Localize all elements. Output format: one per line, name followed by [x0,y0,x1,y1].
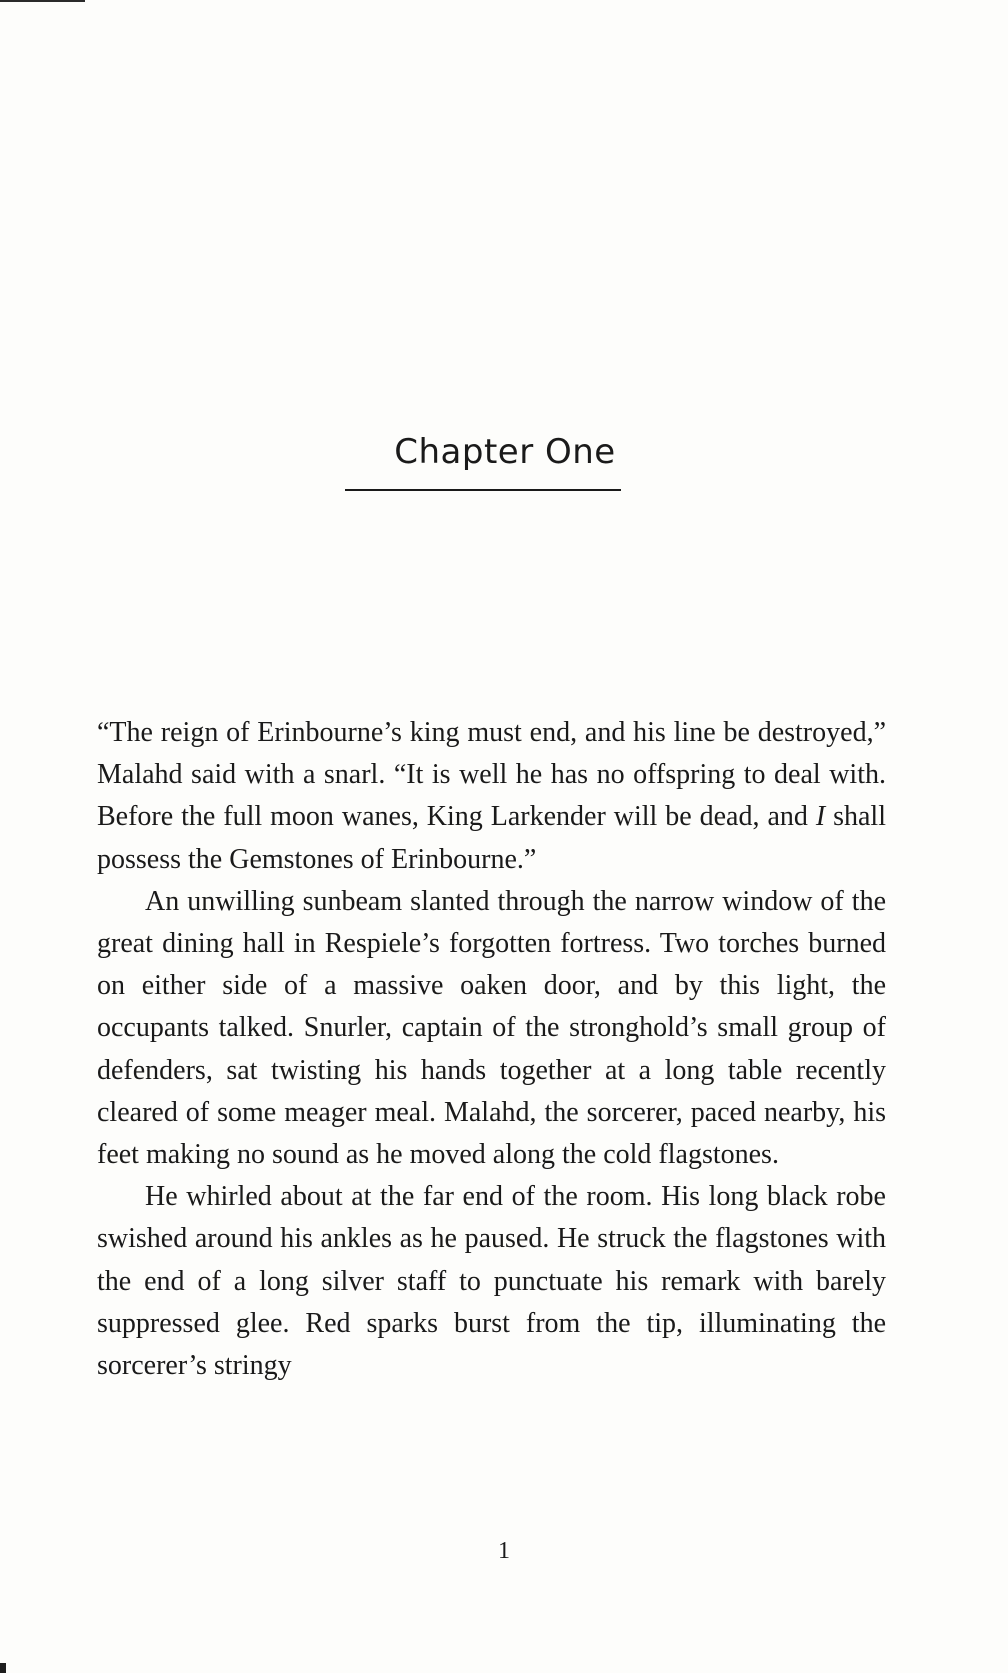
paragraph-1 [97,712,886,881]
paragraph-1-text-start: “The reign of Erinbourne’s king must end, and his line be destroyed,” Malahd said with a snarl. “It is well he has no offspring to deal with. Before the full moon wanes, King Larkender will be dead, and [97,717,886,833]
body-text [97,712,886,1387]
paragraph-1-text-end: shall possess the Gemstones of Erinbourne.” [97,801,886,875]
chapter-title: Chapter One [394,432,616,472]
page-number: 1 [498,1538,510,1564]
chapter-title-rule [345,489,621,491]
scan-edge-mark [0,0,85,2]
paragraph-1-emphasis: I [815,801,826,833]
paragraph-2: An unwilling sunbeam slanted through the narrow window of the great dining hall in Respiele’s forgotten fortress. Two torches burned on either side of a massive oaken door, and by this light, the occupants talked. Snurler, captain of the stronghold’s small group of defenders, sat twisting his hands together at a long table recently cleared of some meager meal. Malahd, the sorcerer, paced nearby, his feet making no sound as he moved along the cold flagstones. [97,885,886,1171]
scan-edge-mark-bottom [0,1663,6,1673]
paragraph-3: He whirled about at the far end of the room. His long black robe swished around his ankles as he paused. He struck the flagstones with the end of a long silver staff to punctuate his remark with barely suppressed glee. Red sparks burst from the tip, illuminating the sorcerer’s stringy [97,1181,886,1382]
